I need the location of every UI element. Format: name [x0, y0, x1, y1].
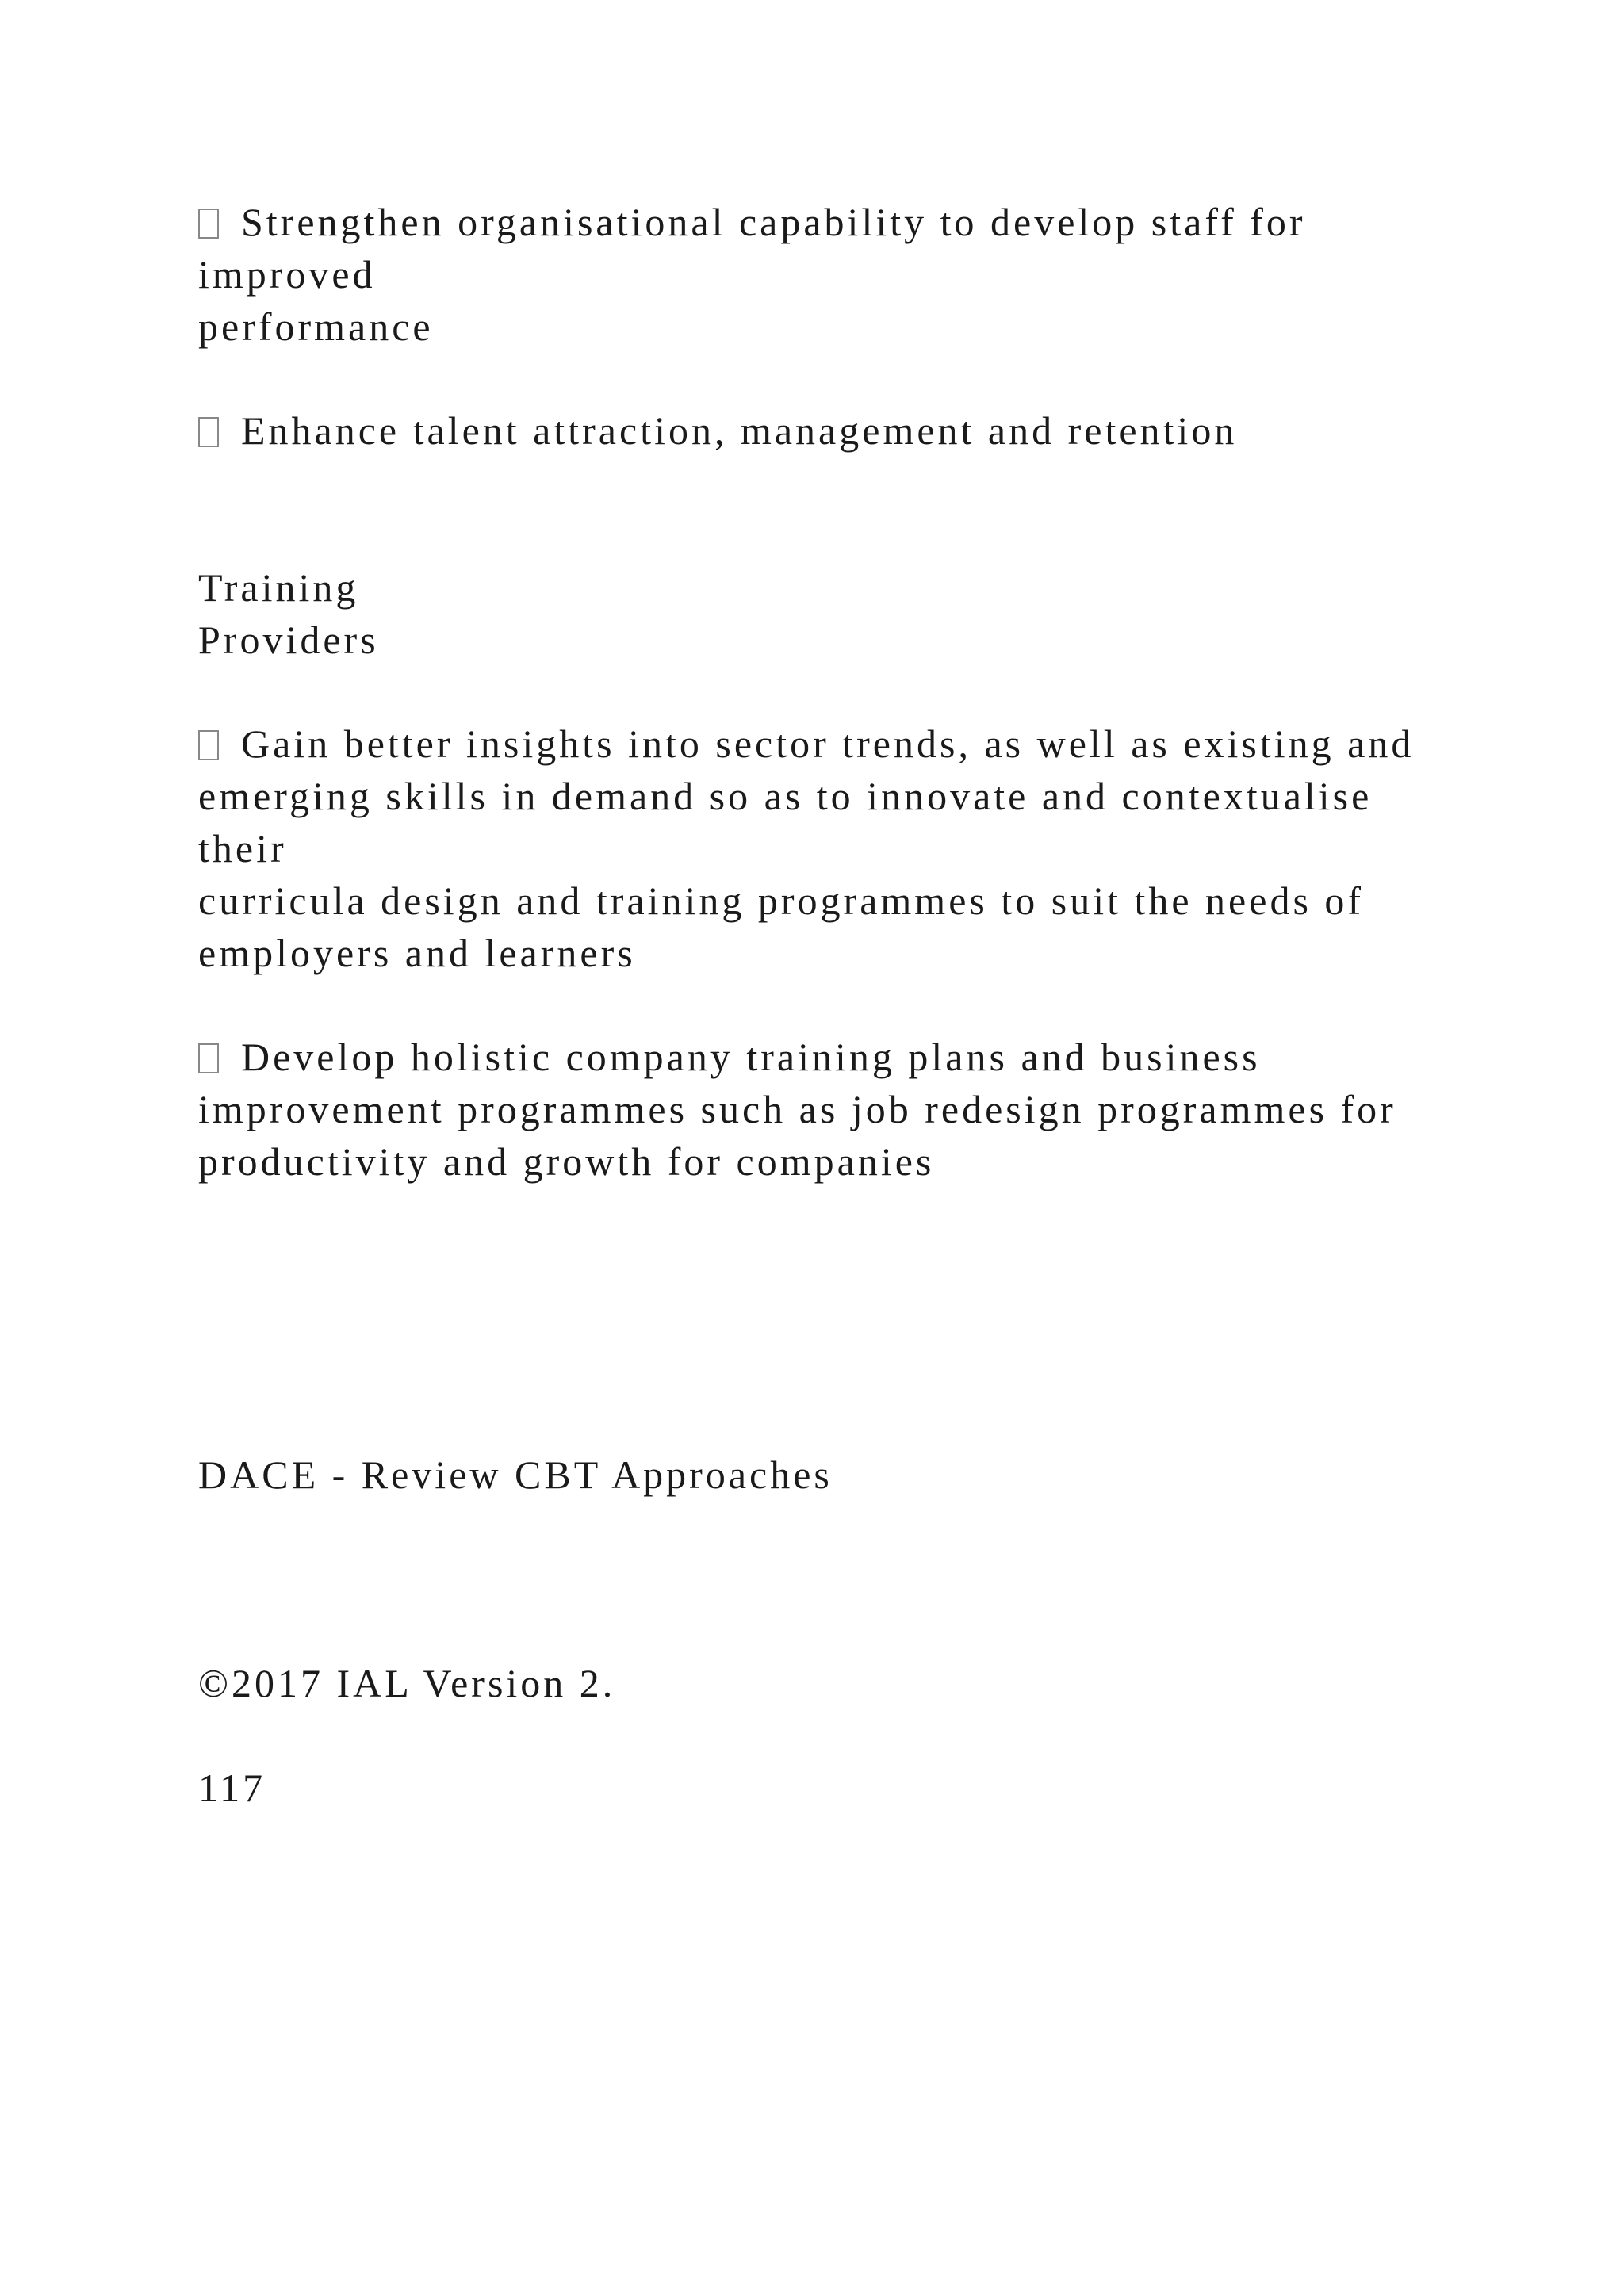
- bullet-item-3-line-2: emerging skills in demand so as to innovate and contextualise: [198, 774, 1373, 818]
- bullet-item-4-line-2: improvement programmes such as job redesign programmes for: [198, 1087, 1396, 1131]
- bullet-box-icon: [198, 209, 219, 239]
- page-number: 117: [198, 1766, 266, 1810]
- bullet-item-2-line-1: [198, 408, 1238, 453]
- bullet-text: Gain better insights into sector trends, as well as existing and: [241, 721, 1415, 766]
- bullet-item-1-line-2: improved: [198, 252, 376, 297]
- bullet-text: Strengthen organisational capability to develop staff for: [241, 200, 1306, 244]
- bullet-item-4-line-1: [198, 1037, 1261, 1077]
- bullet-box-icon: [198, 730, 219, 760]
- course-title: DACE - Review CBT Approaches: [198, 1452, 833, 1497]
- bullet-item-3-line-4: curricula design and training programmes to suit the needs of: [198, 878, 1365, 923]
- bullet-item-4-line-3: productivity and growth for companies: [198, 1139, 935, 1184]
- bullet-item-3-line-1: [198, 721, 1415, 766]
- bullet-item-3-line-3: their: [198, 826, 287, 871]
- bullet-text: Enhance talent attraction, management and retention: [241, 408, 1238, 453]
- bullet-box-icon: [198, 417, 219, 447]
- bullet-item-1-line-1: [198, 202, 1306, 242]
- bullet-item-3-line-5: employers and learners: [198, 931, 636, 975]
- copyright-notice: ©2017 IAL Version 2.: [198, 1661, 616, 1705]
- bullet-item-1-line-3: performance: [198, 304, 434, 349]
- bullet-box-icon: [198, 1043, 219, 1073]
- bullet-text: Develop holistic company training plans and business: [241, 1035, 1261, 1079]
- section-heading-line-2: Providers: [198, 618, 379, 662]
- section-heading-line-1: Training: [198, 565, 359, 610]
